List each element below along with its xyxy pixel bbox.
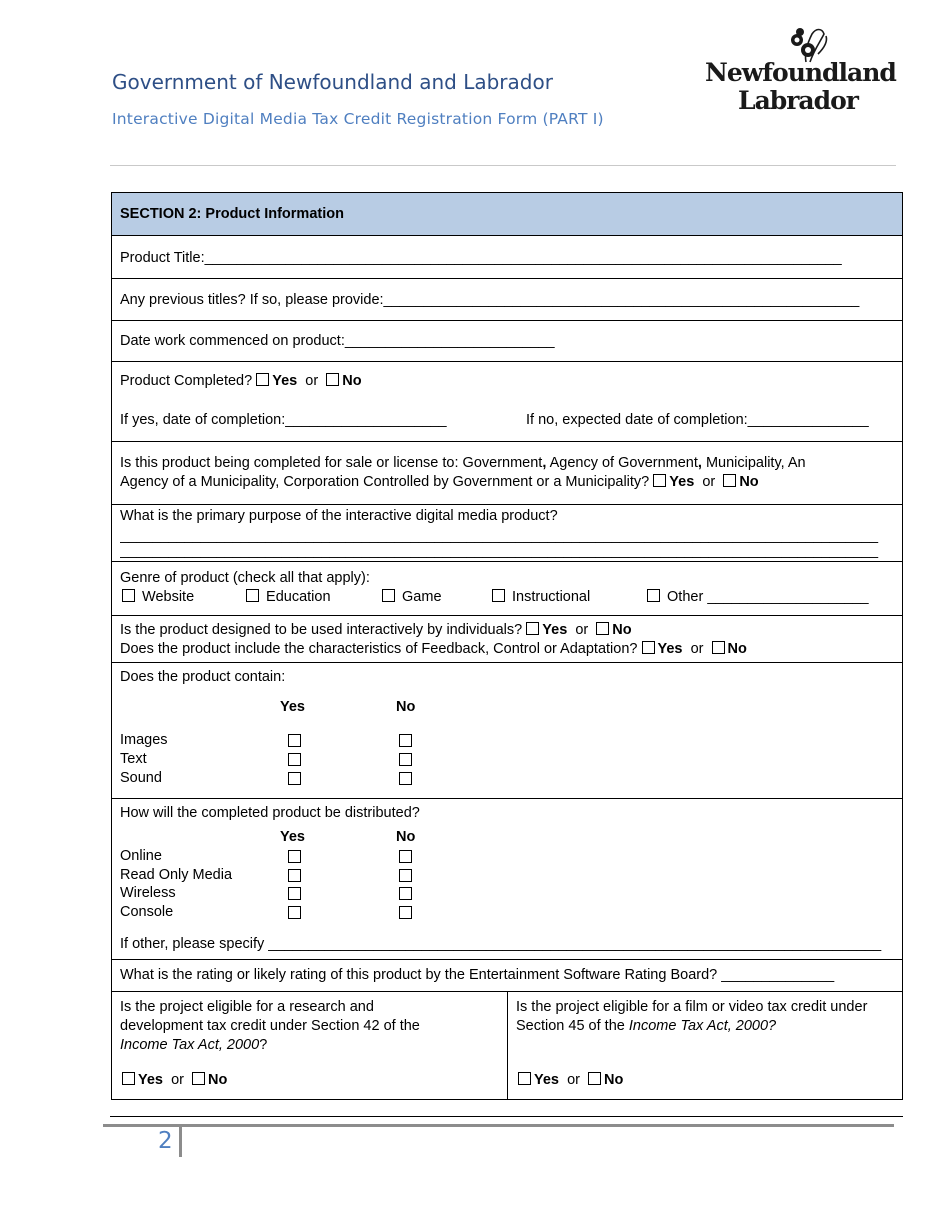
images-no-checkbox[interactable]: [399, 734, 412, 747]
comma: ,: [542, 455, 547, 471]
footer-bar: [103, 1124, 894, 1127]
film-question-line-2: Section 45 of the: [516, 1018, 629, 1034]
document-title: Government of Newfoundland and Labrador: [112, 70, 553, 94]
sound-yes-checkbox[interactable]: [288, 772, 301, 785]
tax-credit-eligibility-row: [112, 991, 902, 1099]
or-label: or: [702, 474, 716, 490]
contain-sound-row: [112, 769, 902, 788]
distribution-console-label: Console: [120, 904, 174, 920]
sound-no-checkbox[interactable]: [399, 772, 412, 785]
film-act-name: Income Tax Act, 2000?: [628, 1018, 777, 1034]
genre-instructional-checkbox[interactable]: [492, 589, 505, 602]
wireless-yes-checkbox[interactable]: [288, 887, 301, 900]
characteristics-label: Does the product include the characteristics of Feedback, Control or Adaptation?: [120, 641, 638, 657]
genre-label: Genre of product (check all that apply):: [120, 570, 370, 586]
yes-label: Yes: [138, 1072, 163, 1088]
no-label: No: [208, 1072, 228, 1088]
section-header: [112, 193, 902, 235]
genre-website-checkbox[interactable]: [122, 589, 135, 602]
previous-titles-field[interactable]: Any previous titles? If so, please provide:___________________________________________________________: [120, 292, 860, 308]
film-no-checkbox[interactable]: [588, 1072, 601, 1085]
completed-no-checkbox[interactable]: [326, 373, 339, 386]
footer-divider: [110, 1116, 903, 1117]
contain-yes-header: Yes: [280, 699, 305, 715]
images-yes-checkbox[interactable]: [288, 734, 301, 747]
genre-other-field[interactable]: ____________________: [707, 589, 869, 605]
previous-titles-row: [112, 278, 902, 320]
gov-sale-text: Agency of Government: [546, 455, 698, 471]
interactive-row: [112, 615, 902, 662]
distribution-online-label: Online: [120, 848, 162, 864]
product-title-field[interactable]: Product Title:_______________________________________________________________________________: [120, 250, 842, 266]
gov-sale-yes-checkbox[interactable]: [653, 474, 666, 487]
genre-game-checkbox[interactable]: [382, 589, 395, 602]
product-title-row: [112, 235, 902, 278]
contain-no-header: No: [396, 699, 416, 715]
government-sale-row: [112, 441, 902, 504]
esrb-rating-field[interactable]: What is the rating or likely rating of this product by the Entertainment Software Rating Board? ______________: [120, 967, 835, 983]
expected-completion-field[interactable]: If no, expected date of completion:_______________: [526, 412, 869, 428]
genre-other-label: Other: [667, 589, 704, 605]
genre-education-label: Education: [266, 589, 331, 605]
gov-sale-text-line2: Agency of a Municipality, Corporation Controlled by Government or a Municipality?: [120, 474, 650, 490]
newfoundland-labrador-logo: [700, 24, 896, 120]
distribution-row: [112, 798, 902, 959]
rd-question-line-1: Is the project eligible for a research and: [120, 999, 374, 1015]
read-only-media-yes-checkbox[interactable]: [288, 869, 301, 882]
distribution-read-only-media-row: [112, 866, 902, 885]
gov-sale-text: Municipality, An: [701, 455, 806, 471]
characteristics-yes-checkbox[interactable]: [642, 641, 655, 654]
logo-line-1: Newfoundland: [705, 58, 896, 87]
genre-row: [112, 561, 902, 615]
text-yes-checkbox[interactable]: [288, 753, 301, 766]
product-completed-row: [112, 361, 902, 441]
distribution-no-header: No: [396, 829, 416, 845]
distribution-read-only-media-label: Read Only Media: [120, 867, 233, 883]
comma: ,: [697, 455, 702, 471]
or-label: or: [171, 1072, 184, 1088]
or-label: or: [305, 373, 319, 389]
date-commenced-row: [112, 320, 902, 361]
product-information-form: [111, 192, 903, 1100]
primary-purpose-blank-2[interactable]: ______________________________________________________________________________________________: [120, 543, 879, 559]
contain-images-label: Images: [120, 732, 168, 748]
distribution-wireless-label: Wireless: [120, 885, 176, 901]
wireless-no-checkbox[interactable]: [399, 887, 412, 900]
distribution-console-row: [112, 903, 902, 922]
completion-date-field[interactable]: If yes, date of completion:____________________: [120, 412, 447, 428]
genre-education-checkbox[interactable]: [246, 589, 259, 602]
contain-label: Does the product contain:: [120, 669, 286, 685]
yes-label: Yes: [669, 474, 695, 490]
date-commenced-field[interactable]: Date work commenced on product:__________________________: [120, 333, 555, 349]
no-label: No: [739, 474, 759, 490]
film-tax-credit-cell: [507, 992, 902, 1099]
no-label: No: [612, 622, 632, 638]
genre-game-label: Game: [402, 589, 442, 605]
yes-label: Yes: [542, 622, 568, 638]
no-label: No: [342, 373, 362, 389]
logo-line-2: Labrador: [738, 86, 858, 115]
no-label: No: [727, 641, 747, 657]
genre-other-checkbox[interactable]: [647, 589, 660, 602]
primary-purpose-blank-1[interactable]: ______________________________________________________________________________________________: [120, 528, 879, 544]
or-label: or: [575, 622, 589, 638]
primary-purpose-label: What is the primary purpose of the interactive digital media product?: [120, 508, 558, 524]
text-no-checkbox[interactable]: [399, 753, 412, 766]
rd-question-line-2: development tax credit under Section 42 of the: [120, 1018, 420, 1034]
film-question-line-1: Is the project eligible for a film or video tax credit under: [516, 999, 868, 1015]
contain-images-row: [112, 731, 902, 750]
genre-website-label: Website: [142, 589, 195, 605]
rd-yes-checkbox[interactable]: [122, 1072, 135, 1085]
yes-label: Yes: [534, 1072, 559, 1088]
section-title: SECTION 2: Product Information: [120, 206, 344, 222]
contain-sound-label: Sound: [120, 770, 162, 786]
page-number-divider: [179, 1127, 182, 1157]
genre-instructional-label: Instructional: [512, 589, 591, 605]
film-yes-checkbox[interactable]: [518, 1072, 531, 1085]
or-label: or: [690, 641, 704, 657]
yes-label: Yes: [657, 641, 683, 657]
product-contains-row: [112, 662, 902, 798]
product-completed-label: Product Completed?: [120, 373, 253, 389]
characteristics-no-checkbox[interactable]: [712, 641, 725, 654]
no-label: No: [604, 1072, 624, 1088]
online-no-checkbox[interactable]: [399, 850, 412, 863]
interactive-no-checkbox[interactable]: [596, 622, 609, 635]
contain-text-row: [112, 750, 902, 769]
page-number: 2: [158, 1128, 173, 1154]
gov-sale-no-checkbox[interactable]: [723, 474, 736, 487]
completed-yes-checkbox[interactable]: [256, 373, 269, 386]
esrb-rating-row: [112, 959, 902, 991]
console-yes-checkbox[interactable]: [288, 906, 301, 919]
online-yes-checkbox[interactable]: [288, 850, 301, 863]
gov-sale-text: Is this product being completed for sale or license to: Government: [120, 455, 543, 471]
or-label: or: [567, 1072, 580, 1088]
form-subtitle: Interactive Digital Media Tax Credit Registration Form (PART I): [112, 110, 604, 128]
distribution-wireless-row: [112, 884, 902, 903]
yes-label: Yes: [272, 373, 298, 389]
distribution-yes-header: Yes: [280, 829, 305, 845]
read-only-media-no-checkbox[interactable]: [399, 869, 412, 882]
distribution-online-row: [112, 847, 902, 866]
distribution-label: How will the completed product be distributed?: [120, 805, 420, 821]
rd-question-mark: ?: [259, 1037, 268, 1053]
header-divider: [110, 165, 896, 166]
contain-text-label: Text: [120, 751, 147, 767]
rd-tax-credit-cell: [112, 992, 507, 1099]
interactive-yes-checkbox[interactable]: [526, 622, 539, 635]
rd-no-checkbox[interactable]: [192, 1072, 205, 1085]
rd-act-name: Income Tax Act, 2000: [120, 1037, 260, 1053]
primary-purpose-row: [112, 504, 902, 561]
other-distribution-field[interactable]: If other, please specify ____________________________________________________________________________: [120, 936, 882, 952]
console-no-checkbox[interactable]: [399, 906, 412, 919]
interactive-label: Is the product designed to be used interactively by individuals?: [120, 622, 523, 638]
